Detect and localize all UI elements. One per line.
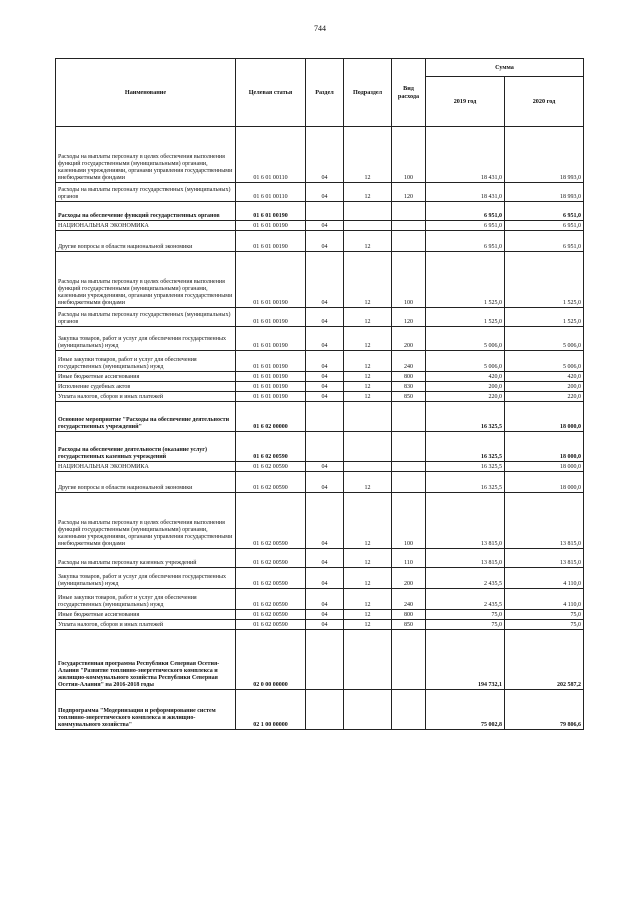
- table-row: [56, 372, 584, 382]
- row-target-article: 01 6 02 00000: [236, 402, 306, 432]
- row-expense-type: 100: [392, 493, 426, 549]
- row-section: [306, 690, 344, 730]
- row-section: 04: [306, 568, 344, 589]
- row-sum-2020: 5 006,0: [505, 327, 584, 351]
- page-number: 744: [314, 24, 326, 33]
- row-expense-type: [392, 402, 426, 432]
- row-expense-type: [392, 231, 426, 252]
- row-sum-2020: 1 525,0: [505, 308, 584, 327]
- budget-table: [55, 58, 584, 730]
- row-section: 04: [306, 252, 344, 308]
- row-section: 04: [306, 589, 344, 610]
- row-target-article: 01 6 02 00590: [236, 568, 306, 589]
- row-name: НАЦИОНАЛЬНАЯ ЭКОНОМИКА: [56, 221, 236, 231]
- row-subsection: 12: [344, 392, 392, 402]
- row-target-article: 01 6 01 00110: [236, 183, 306, 202]
- row-sum-2019: 16 325,5: [426, 432, 505, 462]
- table-row: [56, 630, 584, 690]
- row-subsection: 12: [344, 589, 392, 610]
- row-target-article: 01 6 01 00190: [236, 392, 306, 402]
- row-name: Иные бюджетные ассигнования: [56, 372, 236, 382]
- row-sum-2019: 16 325,5: [426, 462, 505, 472]
- row-name: Государственная программа Республики Северная Осетия-Алания "Развитие топливно-энергетического комплекса и жилищно-коммунального хозяйства Республики Северная Осетия-Алания" на 2016-2018 годы: [56, 630, 236, 690]
- row-sum-2020: 6 951,0: [505, 231, 584, 252]
- row-expense-type: 100: [392, 252, 426, 308]
- row-subsection: 12: [344, 549, 392, 568]
- row-subsection: [344, 432, 392, 462]
- row-sum-2020: 200,0: [505, 382, 584, 392]
- row-sum-2019: 420,0: [426, 372, 505, 382]
- row-subsection: 12: [344, 620, 392, 630]
- row-section: 04: [306, 620, 344, 630]
- row-expense-type: 850: [392, 392, 426, 402]
- row-sum-2019: 220,0: [426, 392, 505, 402]
- row-sum-2020: 1 525,0: [505, 252, 584, 308]
- row-sum-2020: 420,0: [505, 372, 584, 382]
- row-subsection: [344, 221, 392, 231]
- row-sum-2020: 18 993,0: [505, 127, 584, 183]
- row-sum-2019: 6 951,0: [426, 231, 505, 252]
- row-target-article: 01 6 01 00190: [236, 327, 306, 351]
- row-section: 04: [306, 610, 344, 620]
- row-section: [306, 402, 344, 432]
- row-target-article: 01 6 02 00590: [236, 610, 306, 620]
- table-row: [56, 589, 584, 610]
- row-target-article: 01 6 01 00190: [236, 202, 306, 221]
- row-sum-2019: 18 431,0: [426, 183, 505, 202]
- header-subsection: Подраздел: [344, 59, 392, 127]
- row-section: 04: [306, 493, 344, 549]
- row-name: Подпрограмма "Модернизация и реформирование систем топливно-энергетического комплекса и жилищно-коммунального хозяйства": [56, 690, 236, 730]
- row-expense-type: 240: [392, 351, 426, 372]
- row-section: 04: [306, 382, 344, 392]
- row-section: 04: [306, 327, 344, 351]
- row-sum-2019: 6 951,0: [426, 221, 505, 231]
- row-name: Основное мероприятие "Расходы на обеспечение деятельности государственных учреждений": [56, 402, 236, 432]
- row-name: Расходы на обеспечение функций государственных органов: [56, 202, 236, 221]
- header-exp-type: Вид расхода: [392, 59, 426, 127]
- row-name: Расходы на обеспечение деятельности (оказание услуг) государственных казенных учреждений: [56, 432, 236, 462]
- row-expense-type: 110: [392, 549, 426, 568]
- row-target-article: 02 1 00 00000: [236, 690, 306, 730]
- table-row: [56, 620, 584, 630]
- row-subsection: 12: [344, 127, 392, 183]
- row-section: 04: [306, 221, 344, 231]
- table-row: [56, 432, 584, 462]
- row-sum-2020: 18 000,0: [505, 462, 584, 472]
- table-row: [56, 221, 584, 231]
- table-row: [56, 690, 584, 730]
- row-target-article: 01 6 01 00190: [236, 351, 306, 372]
- row-sum-2020: 220,0: [505, 392, 584, 402]
- row-subsection: 12: [344, 231, 392, 252]
- row-sum-2019: 16 325,5: [426, 472, 505, 493]
- header-sum: Сумма: [426, 59, 584, 77]
- row-name: НАЦИОНАЛЬНАЯ ЭКОНОМИКА: [56, 462, 236, 472]
- row-section: 04: [306, 462, 344, 472]
- row-target-article: 01 6 01 00110: [236, 127, 306, 183]
- row-sum-2019: 5 006,0: [426, 327, 505, 351]
- row-section: 04: [306, 127, 344, 183]
- row-section: 04: [306, 183, 344, 202]
- row-name: Иные закупки товаров, работ и услуг для обеспечения государственных (муниципальных) нужд: [56, 351, 236, 372]
- header-section: Раздел: [306, 59, 344, 127]
- row-target-article: 02 0 00 00000: [236, 630, 306, 690]
- row-section: 04: [306, 472, 344, 493]
- row-sum-2020: 6 951,0: [505, 202, 584, 221]
- row-sum-2020: 4 110,0: [505, 568, 584, 589]
- row-section: 04: [306, 351, 344, 372]
- row-expense-type: [392, 690, 426, 730]
- header-name: Наименование: [56, 59, 236, 127]
- table-row: [56, 549, 584, 568]
- row-subsection: 12: [344, 568, 392, 589]
- row-subsection: 12: [344, 252, 392, 308]
- row-subsection: 12: [344, 382, 392, 392]
- row-expense-type: [392, 221, 426, 231]
- row-target-article: 01 6 02 00590: [236, 432, 306, 462]
- row-sum-2019: 75 002,8: [426, 690, 505, 730]
- row-sum-2019: 1 525,0: [426, 308, 505, 327]
- row-expense-type: [392, 462, 426, 472]
- row-target-article: 01 6 01 00190: [236, 308, 306, 327]
- row-sum-2020: 75,0: [505, 610, 584, 620]
- row-subsection: [344, 202, 392, 221]
- row-sum-2020: 75,0: [505, 620, 584, 630]
- row-target-article: 01 6 02 00590: [236, 472, 306, 493]
- table-row: [56, 327, 584, 351]
- row-sum-2020: 18 000,0: [505, 402, 584, 432]
- row-expense-type: 200: [392, 327, 426, 351]
- row-sum-2020: 13 815,0: [505, 549, 584, 568]
- row-sum-2019: 194 732,1: [426, 630, 505, 690]
- row-target-article: 01 6 02 00590: [236, 620, 306, 630]
- row-expense-type: 120: [392, 183, 426, 202]
- row-name: Расходы на выплаты персоналу государственных (муниципальных) органов: [56, 183, 236, 202]
- table-row: [56, 493, 584, 549]
- row-sum-2019: 16 325,5: [426, 402, 505, 432]
- table-row: [56, 610, 584, 620]
- row-sum-2019: 2 435,5: [426, 589, 505, 610]
- table-row: [56, 202, 584, 221]
- row-target-article: 01 6 01 00190: [236, 382, 306, 392]
- row-expense-type: 100: [392, 127, 426, 183]
- row-target-article: 01 6 01 00190: [236, 252, 306, 308]
- row-subsection: [344, 462, 392, 472]
- row-sum-2020: 13 815,0: [505, 493, 584, 549]
- row-section: 04: [306, 549, 344, 568]
- row-expense-type: 830: [392, 382, 426, 392]
- row-name: Расходы на выплаты персоналу в целях обеспечения выполнения функций государственными (муниципальными) органами, казенными учреждениями, органами управления государственными внебюджетными фондами: [56, 252, 236, 308]
- table-row: [56, 472, 584, 493]
- row-subsection: [344, 630, 392, 690]
- row-sum-2020: 79 806,6: [505, 690, 584, 730]
- row-name: Другие вопросы в области национальной экономики: [56, 231, 236, 252]
- row-section: 04: [306, 372, 344, 382]
- row-section: [306, 202, 344, 221]
- row-sum-2019: 5 006,0: [426, 351, 505, 372]
- row-expense-type: 850: [392, 620, 426, 630]
- row-sum-2019: 200,0: [426, 382, 505, 392]
- row-name: Расходы на выплаты персоналу в целях обеспечения выполнения функций государственными (муниципальными) органами, казенными учреждениями, органами управления государственными внебюджетными фондами: [56, 493, 236, 549]
- row-section: 04: [306, 308, 344, 327]
- row-expense-type: 800: [392, 610, 426, 620]
- row-name: Исполнение судебных актов: [56, 382, 236, 392]
- row-name: Расходы на выплаты персоналу в целях обеспечения выполнения функций государственными (муниципальными) органами, казенными учреждениями, органами управления государственными внебюджетными фондами: [56, 127, 236, 183]
- header-2020: 2020 год: [505, 77, 584, 127]
- row-target-article: 01 6 01 00190: [236, 221, 306, 231]
- header-2019: 2019 год: [426, 77, 505, 127]
- row-sum-2020: 18 000,0: [505, 432, 584, 462]
- row-name: Иные бюджетные ассигнования: [56, 610, 236, 620]
- row-sum-2019: 75,0: [426, 610, 505, 620]
- table-row: [56, 252, 584, 308]
- table-row: [56, 183, 584, 202]
- row-sum-2019: 1 525,0: [426, 252, 505, 308]
- row-name: Закупка товаров, работ и услуг для обеспечения государственных (муниципальных) нужд: [56, 568, 236, 589]
- row-sum-2019: 2 435,5: [426, 568, 505, 589]
- row-name: Закупка товаров, работ и услуг для обеспечения государственных (муниципальных) нужд: [56, 327, 236, 351]
- row-subsection: 12: [344, 351, 392, 372]
- table-row: [56, 351, 584, 372]
- row-name: Уплата налогов, сборов и иных платежей: [56, 392, 236, 402]
- row-section: [306, 432, 344, 462]
- row-sum-2019: 18 431,0: [426, 127, 505, 183]
- row-subsection: 12: [344, 610, 392, 620]
- row-sum-2020: 18 993,0: [505, 183, 584, 202]
- row-sum-2020: 4 110,0: [505, 589, 584, 610]
- row-subsection: 12: [344, 183, 392, 202]
- table-row: [56, 382, 584, 392]
- row-target-article: 01 6 02 00590: [236, 549, 306, 568]
- row-sum-2020: 6 951,0: [505, 221, 584, 231]
- row-expense-type: [392, 432, 426, 462]
- row-subsection: 12: [344, 493, 392, 549]
- row-subsection: [344, 690, 392, 730]
- row-section: 04: [306, 231, 344, 252]
- row-expense-type: [392, 202, 426, 221]
- row-sum-2020: 202 587,2: [505, 630, 584, 690]
- table-row: [56, 402, 584, 432]
- row-subsection: 12: [344, 472, 392, 493]
- row-expense-type: 800: [392, 372, 426, 382]
- row-sum-2019: 75,0: [426, 620, 505, 630]
- row-section: 04: [306, 392, 344, 402]
- row-name: Расходы на выплаты персоналу государственных (муниципальных) органов: [56, 308, 236, 327]
- row-target-article: 01 6 02 00590: [236, 462, 306, 472]
- row-expense-type: [392, 472, 426, 493]
- row-expense-type: 240: [392, 589, 426, 610]
- table-row: [56, 231, 584, 252]
- row-section: [306, 630, 344, 690]
- row-target-article: 01 6 02 00590: [236, 589, 306, 610]
- table-row: [56, 462, 584, 472]
- row-subsection: 12: [344, 327, 392, 351]
- row-subsection: 12: [344, 308, 392, 327]
- row-name: Другие вопросы в области национальной экономики: [56, 472, 236, 493]
- row-expense-type: 120: [392, 308, 426, 327]
- row-target-article: 01 6 01 00190: [236, 231, 306, 252]
- row-sum-2020: 18 000,0: [505, 472, 584, 493]
- row-expense-type: [392, 630, 426, 690]
- row-name: Уплата налогов, сборов и иных платежей: [56, 620, 236, 630]
- row-sum-2019: 13 815,0: [426, 493, 505, 549]
- table-row: [56, 568, 584, 589]
- table-row: [56, 392, 584, 402]
- row-subsection: [344, 402, 392, 432]
- row-subsection: 12: [344, 372, 392, 382]
- row-expense-type: 200: [392, 568, 426, 589]
- row-target-article: 01 6 02 00590: [236, 493, 306, 549]
- row-sum-2019: 6 951,0: [426, 202, 505, 221]
- table-row: [56, 127, 584, 183]
- row-name: Расходы на выплаты персоналу казенных учреждений: [56, 549, 236, 568]
- header-target: Целевая статья: [236, 59, 306, 127]
- row-sum-2020: 5 006,0: [505, 351, 584, 372]
- row-target-article: 01 6 01 00190: [236, 372, 306, 382]
- row-name: Иные закупки товаров, работ и услуг для обеспечения государственных (муниципальных) нужд: [56, 589, 236, 610]
- table-row: [56, 308, 584, 327]
- row-sum-2019: 13 815,0: [426, 549, 505, 568]
